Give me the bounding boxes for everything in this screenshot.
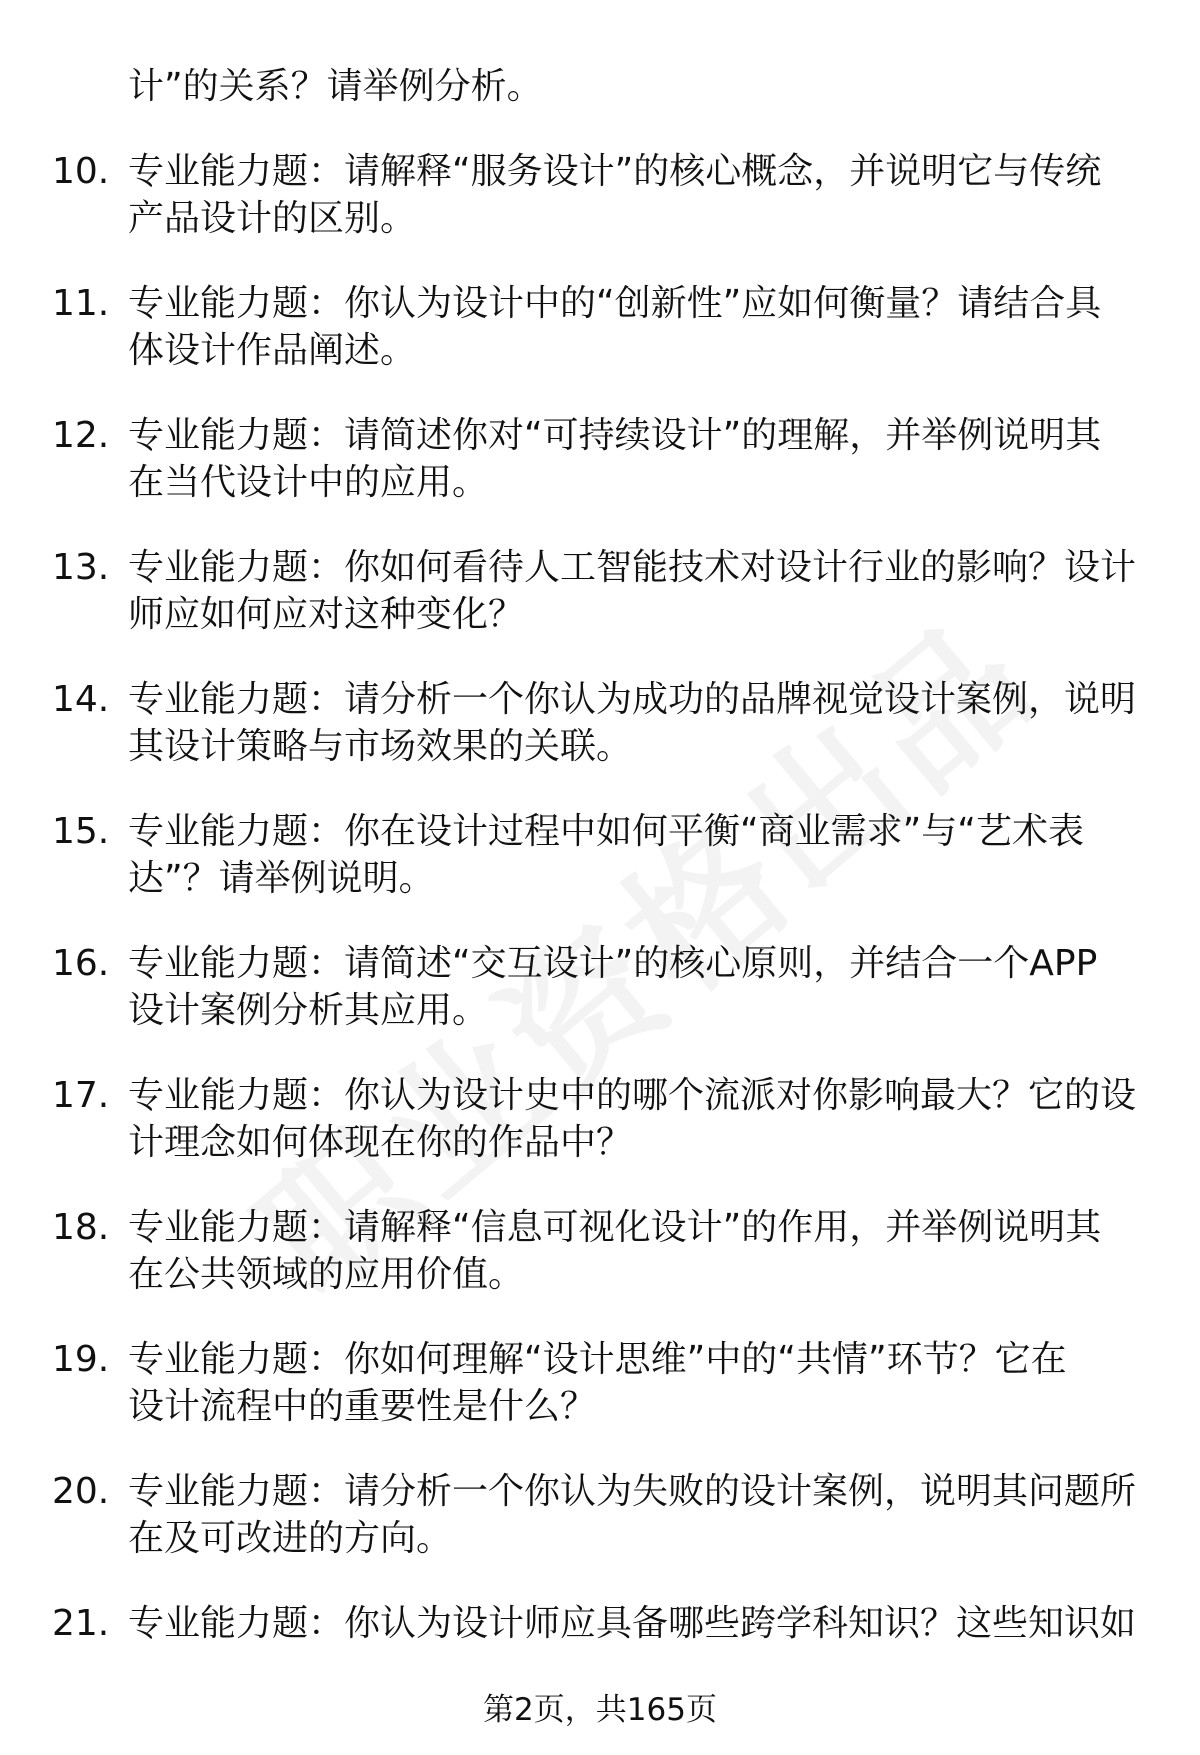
question-text-line: 计理念如何体现在你的作品中？ — [128, 1122, 633, 1163]
question-text-line: 设计流程中的重要性是什么？ — [128, 1386, 597, 1427]
question-text — [128, 940, 1138, 1034]
question-item — [0, 280, 1200, 412]
question-text-line: 设计案例分析其应用。 — [128, 990, 489, 1031]
question-item — [0, 1072, 1200, 1204]
question-text-line: 专业能力题：请简述你对“可持续设计”的理解，并举例说明其 — [128, 415, 1102, 456]
question-text-line: 专业能力题：你认为设计中的“创新性”应如何衡量？请结合具 — [128, 283, 1102, 324]
question-item — [0, 1468, 1200, 1600]
question-number: 20. — [52, 1471, 110, 1512]
question-number: 14. — [52, 679, 110, 720]
question-text — [128, 280, 1138, 374]
question-number: 18. — [52, 1207, 110, 1248]
question-text — [128, 1336, 1138, 1430]
question-text — [128, 1204, 1138, 1298]
question-text-line: 专业能力题：你认为设计史中的哪个流派对你影响最大？它的设 — [128, 1075, 1137, 1116]
question-text-line: 专业能力题：请解释“信息可视化设计”的作用，并举例说明其 — [128, 1207, 1102, 1248]
question-item — [0, 940, 1200, 1072]
question-number: 19. — [52, 1339, 110, 1380]
question-text-line: 专业能力题：请分析一个你认为成功的品牌视觉设计案例，说明 — [128, 679, 1137, 720]
question-text — [128, 1468, 1138, 1562]
question-text-line: 产品设计的区别。 — [128, 198, 417, 239]
page-footer: 第2页，共165页 — [483, 1692, 717, 1728]
question-text-line: 体设计作品阐述。 — [128, 330, 417, 371]
question-text — [128, 676, 1138, 770]
question-text — [128, 412, 1138, 506]
question-text-line: 师应如何应对这种变化？ — [128, 594, 525, 635]
question-number: 11. — [52, 283, 110, 324]
question-text — [128, 544, 1138, 638]
question-list — [0, 148, 1200, 1732]
question-number: 21. — [52, 1603, 110, 1644]
question-text-line: 在公共领域的应用价值。 — [128, 1254, 525, 1295]
question-text-line: 专业能力题：请分析一个你认为失败的设计案例，说明其问题所 — [128, 1471, 1137, 1512]
question-text — [128, 1072, 1138, 1166]
question-item — [0, 676, 1200, 808]
question-text — [128, 808, 1138, 902]
question-number: 13. — [52, 547, 110, 588]
question-text-line: 专业能力题：请解释“服务设计”的核心概念，并说明它与传统 — [128, 151, 1102, 192]
question-text-line: 专业能力题：你在设计过程中如何平衡“商业需求”与“艺术表 — [128, 811, 1084, 852]
question-text-line: 在当代设计中的应用。 — [128, 462, 489, 503]
question-item — [0, 148, 1200, 280]
question-item — [0, 808, 1200, 940]
question-text-line: 在及可改进的方向。 — [128, 1518, 453, 1559]
question-item — [0, 412, 1200, 544]
question-number: 10. — [52, 151, 110, 192]
question-text-line: 专业能力题：请简述“交互设计”的核心原则，并结合一个APP — [128, 943, 1098, 984]
question-item — [0, 544, 1200, 676]
question-text-line: 其设计策略与市场效果的关联。 — [128, 726, 633, 767]
question-number: 15. — [52, 811, 110, 852]
continuation-line: 计”的关系？请举例分析。 — [128, 66, 543, 107]
question-item — [0, 1204, 1200, 1336]
question-number: 16. — [52, 943, 110, 984]
question-text — [128, 148, 1138, 242]
question-text-line: 专业能力题：你如何理解“设计思维”中的“共情”环节？它在 — [128, 1339, 1067, 1380]
question-number: 12. — [52, 415, 110, 456]
question-text-line: 专业能力题：你如何看待人工智能技术对设计行业的影响？设计 — [128, 547, 1137, 588]
question-item — [0, 1336, 1200, 1468]
question-text — [128, 1600, 1138, 1647]
question-text-line: 达”？请举例说明。 — [128, 858, 435, 899]
question-number: 17. — [52, 1075, 110, 1116]
question-text-line: 专业能力题：你认为设计师应具备哪些跨学科知识？这些知识如 — [128, 1603, 1137, 1644]
